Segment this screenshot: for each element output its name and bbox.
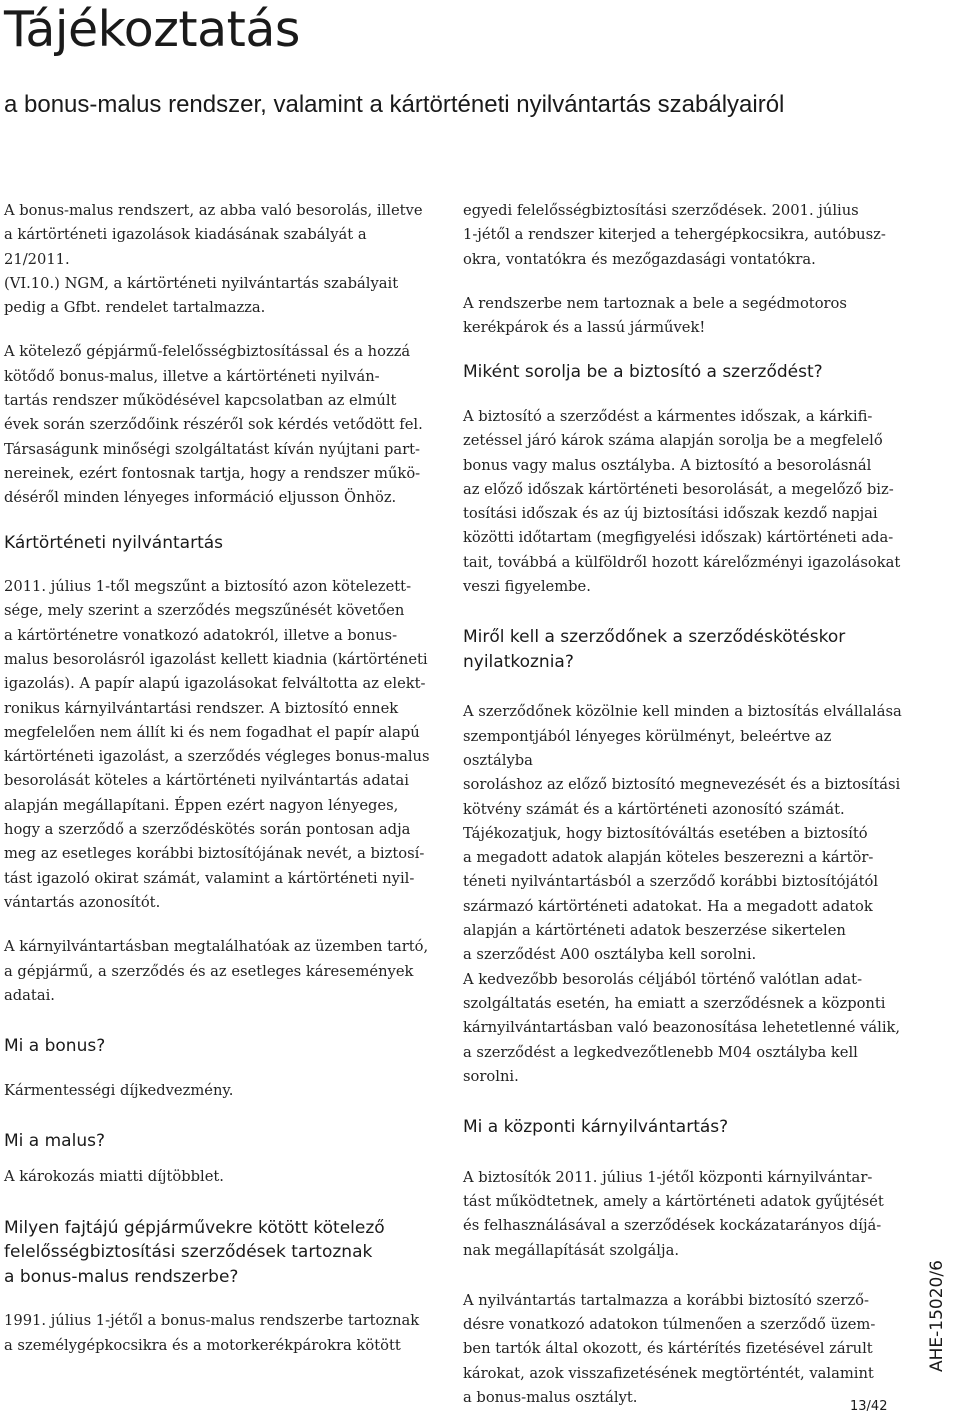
page-title: Tájékoztatás xyxy=(4,1,300,58)
paragraph-classification: A biztosító a szerződést a kármentes időszak, a kárkifi- zetéssel járó károk száma alapján sorolja be a megfelelő bonus vagy malus osztályba. A biztosító a besorolásnál az előző időszak kártörténeti besorolását, a megelőző biz- tosítási időszak és az új biztosítási időszak kezdő napjai közötti időtartam (megfigyelési időszak) kártörténeti ada- tait, továbbá a külföldről hozott kárelőzményi igazolásokat veszi figyelembe. xyxy=(463,407,901,596)
heading-central-registry: Mi a központi kárnyilvántartás? xyxy=(463,1117,729,1138)
paragraph-registry-data: A kárnyilvántartásban megtalálhatóak az üzemben tartó, a gépjármű, a szerződés és az esetleges káresemények adatai. xyxy=(4,938,429,1004)
heading-what-is-bonus: Mi a bonus? xyxy=(4,1036,106,1057)
document-code xyxy=(923,1260,953,1402)
answer-bonus: Kármentességi díjkedvezmény. xyxy=(4,1081,234,1099)
paragraph-vehicle-types: 1991. július 1-jétől a bonus-malus rendszerbe tartoznak a személygépkocsikra és a motorkerékpárokra kötött xyxy=(4,1312,420,1354)
document-code-text: AHE-15020/6 xyxy=(927,1260,947,1372)
heading-vehicle-types: Milyen fajtájú gépjárművekre kötött kötelező felelősségbiztosítási szerződések tartoznak a bonus-malus rendszerbe? xyxy=(4,1217,385,1287)
paragraph-vehicle-types-cont: egyedi felelősségbiztosítási szerződések. 2001. július 1-jétől a rendszer kiterjed a tehergépkocsikra, autóbusz- okra, vontatókra és mezőgazdasági vontatókra. xyxy=(463,202,886,268)
paragraph-registry-contents: A nyilvántartás tartalmazza a korábbi biztosító szerző- désre vonatkozó adatokon túlmenően a szerződő üzem- ben tartók által okozott, és kártérítés fizetésével zárult károkat, azok visszafizetésének megtörténtét, valamint a bonus-malus osztályt. xyxy=(463,1291,876,1406)
answer-malus: A károkozás miatti díjtöbblet. xyxy=(4,1168,224,1186)
paragraph-claims-history: 2011. július 1-től megszűnt a biztosító azon kötelezett- sége, mely szerint a szerződés megszűnését követően a kártörténetre vonatkozó adatokról, illetve a bonus- malus besorolásról igazolást kellett kiadnia (kártörténeti igazolás). A papír alapú igazolásokat felváltotta az elekt- ronikus kárnyilvántartási rendszer. A biztosító ennek megfelelően nem állít ki és nem fogadhat el papír alapú kártörténeti igazolást, a szerződés végleges bonus-malus besorolását köteles a kártörténeti nyilvántartás adatai alapján megállapítani. Éppen ezért nagyon lényeges, hogy a szerződő a szerződéskötés során pontosan adja meg az esetleges korábbi biztosítójának nevét, a biztosí- tást igazoló okirat számát, valamint a kártörténeti nyil- vántartás azonosítót. xyxy=(4,578,430,911)
page-number: 13/42 xyxy=(850,1399,888,1414)
heading-classification: Miként sorolja be a biztosító a szerződést? xyxy=(463,362,823,383)
right-column xyxy=(463,199,903,1410)
left-column xyxy=(4,199,436,1358)
intro-paragraph: A bonus-malus rendszert, az abba való besorolás, illetve a kártörténeti igazolások kiadásának szabályát a 21/2011. (VI.10.) NGM, a kártörténeti nyilvántartás szabályait pedig a Gfbt. rendelet tartalmazza. xyxy=(4,202,423,317)
paragraph-declaration: A szerződőnek közölnie kell minden a biztosítás elvállalása szempontjából lényeges körülményt, beleértve az osztályba soroláshoz az előző biztosító megnevezését és a biztosítási kötvény számát és a kártörténeti azonosító számát. Tájékozatjuk, hogy biztosítóváltás esetében a biztosító a megadott adatok alapján köteles beszerezni a kártör- téneti nyilvántartásból a szerződő korábbi biztosítójától származó kártörténeti adatokat. Ha a megadott adatok alapján a kártörténeti adatok beszerzése sikertelen a szerződést A00 osztályba kell sorolni. A kedvezőbb besorolás céljából történő valótlan adat- szolgáltatás esetén, ha emiatt a szerződésnek a központi kárnyilvántartásban való beazonosítása lehetetlenné válik, a szerződést a legkedvezőtlenebb M04 osztályba kell sorolni. xyxy=(463,703,902,1085)
paragraph-excluded-vehicles: A rendszerbe nem tartoznak a bele a segédmotoros kerékpárok és a lassú járművek! xyxy=(463,294,847,337)
heading-claims-history: Kártörténeti nyilvántartás xyxy=(4,532,224,553)
paragraph-central-registry: A biztosítók 2011. július 1-jétől központi kárnyilvántar- tást működtetnek, amely a kártörténeti adatok gyűjtését és felhasználásával a szerződések kockázatarányos díjá- nak megállapítását szolgálja. xyxy=(463,1168,884,1259)
heading-declaration: Miről kell a szerződőnek a szerződéskötéskor nyilatkoznia? xyxy=(463,627,846,672)
paragraph-background: A kötelező gépjármű-felelősségbiztosítással és a hozzá kötődő bonus-malus, illetve a kártörténeti nyilván- tartás rendszer működésével kapcsolatban az elmúlt évek során szerződőink részéről sok kérdés vetődött fel. Társaságunk minőségi szolgáltatást kíván nyújtani part- nereinek, ezért fontosnak tartja, hogy a rendszer műkö- déséről minden lényeges információ eljusson Önhöz. xyxy=(4,343,423,507)
heading-what-is-malus: Mi a malus? xyxy=(4,1130,105,1151)
page-subtitle: a bonus-malus rendszer, valamint a kártörténeti nyilvántartás szabályairól xyxy=(4,91,785,118)
